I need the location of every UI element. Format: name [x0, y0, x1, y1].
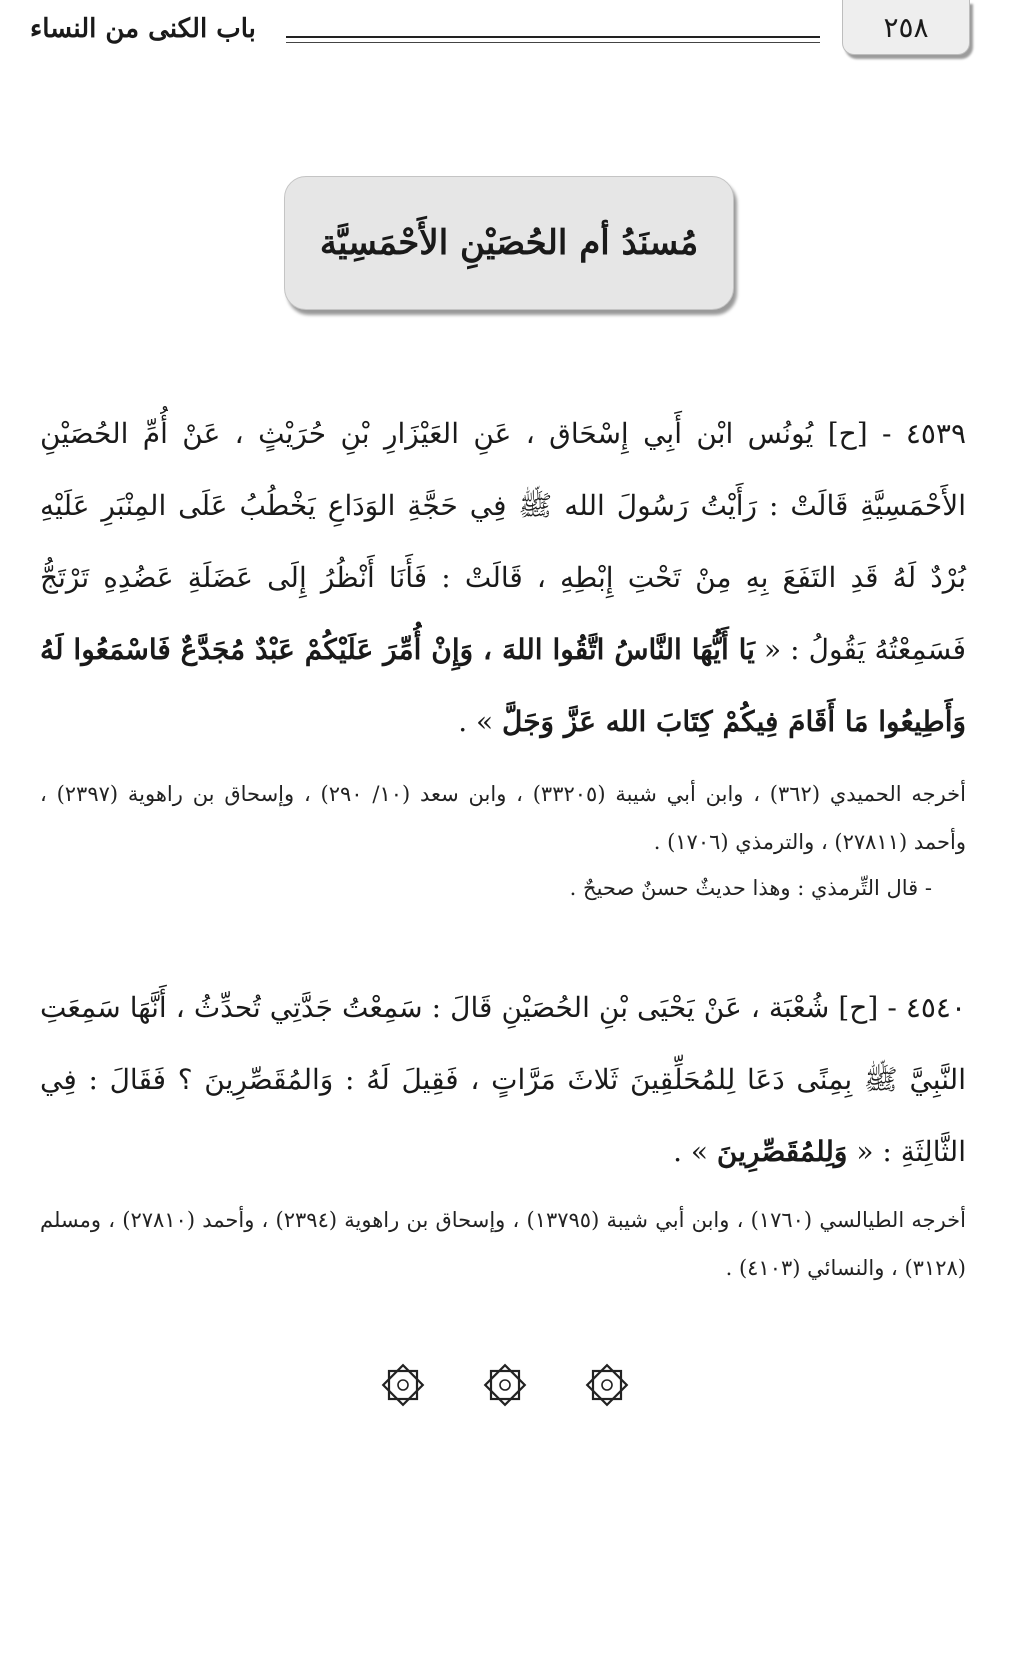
- eight-point-star-ornament-icon: [584, 1362, 630, 1408]
- grading-note: [40, 864, 932, 912]
- section-title: باب الكنى من النساء: [30, 14, 256, 44]
- takhrij-text: أخرجه الطيالسي (١٧٦٠) ، وابن أبي شيبة (١٣٧٩٥) ، وإسحاق بن راهوية (٢٣٩٤) ، وأحمد (٢٧٨١٠) ، ومسلم (٣١٢٨) ، والنسائي (٤١٠٣) .: [40, 1208, 966, 1280]
- hadith-paragraph: [40, 398, 966, 758]
- hadith-closing: » .: [673, 1135, 709, 1168]
- hadith-quote: يَا أَيُّهَا النَّاسُ اتَّقُوا اللهَ ، وَإِنْ أُمِّرَ عَلَيْكُمْ عَبْدٌ مُجَدَّعٌ فَاسْمَعُوا لَهُ وَأَطِيعُوا مَا أَقَامَ فِيكُمْ كِتَابَ الله عَزَّ وَجَلَّ: [40, 633, 966, 738]
- section-end-ornaments: [380, 1360, 630, 1410]
- hadith-text: ٤٥٣٩ - [ح] يُونُس ابْن أَبِي إِسْحَاق ، عَنِ العَيْزَارِ بْنِ حُرَيْثٍ ، عَنْ أُمِّ الحُصَيْنِ الأَحْمَسِيَّةِ قَالَتْ : رَأَيْتُ رَسُولَ الله ﷺ فِي حَجَّةِ الوَدَاعِ يَخْطُبُ عَلَى المِنْبَرِ عَلَيْهِ بُرْدٌ لَهُ قَدِ التَفَعَ بِهِ مِنْ تَحْتِ إِبْطِهِ ، قَالَتْ : فَأَنَا أَنْظُرُ إِلَى عَضَلَةِ عَضُدِهِ تَرْتَجُّ فَسَمِعْتُهُ يَقُولُ : «: [40, 417, 966, 666]
- grading-note-text: - قال التِّرمذي : وهذا حديثٌ حسنٌ صحيحٌ .: [569, 876, 932, 900]
- chapter-title-box: [284, 176, 734, 310]
- takhrij-footnote: [40, 1196, 966, 1292]
- hadith-closing: » .: [458, 705, 494, 738]
- eight-point-star-ornament-icon: [482, 1362, 528, 1408]
- takhrij-footnote: [40, 770, 966, 866]
- header-rule: [286, 36, 820, 38]
- page-number-badge: [842, 0, 970, 55]
- takhrij-text: أخرجه الحميدي (٣٦٢) ، وابن أبي شيبة (٣٣٢٠٥) ، وابن سعد (١٠/ ٢٩٠) ، وإسحاق بن راهوية (٢٣٩٧) ، وأحمد (٢٧٨١١) ، والترمذي (١٧٠٦) .: [40, 782, 966, 854]
- chapter-title: مُسنَدُ أم الحُصَيْنِ الأَحْمَسِيَّة: [319, 223, 699, 263]
- page-number: ٢٥٨: [883, 10, 929, 44]
- page-header: [0, 0, 1010, 80]
- eight-point-star-ornament-icon: [380, 1362, 426, 1408]
- header-rule: [286, 42, 820, 43]
- hadith-paragraph: [40, 972, 966, 1188]
- hadith-text: ٤٥٤٠ - [ح] شُعْبَة ، عَنْ يَحْيَى بْنِ الحُصَيْنِ قَالَ : سَمِعْتُ جَدَّتِي تُحدِّثُ ، أَنَّهَا سَمِعَتِ النَّبِيَّ ﷺ بِمِنًى دَعَا لِلمُحَلِّقِينَ ثَلاثَ مَرَّاتٍ ، فَقِيلَ لَهُ : وَالمُقَصِّرِينَ ؟ فَقَالَ : فِي الثَّالِثَةِ : «: [40, 991, 966, 1168]
- hadith-quote: وَلِلمُقَصِّرِينَ: [716, 1135, 848, 1168]
